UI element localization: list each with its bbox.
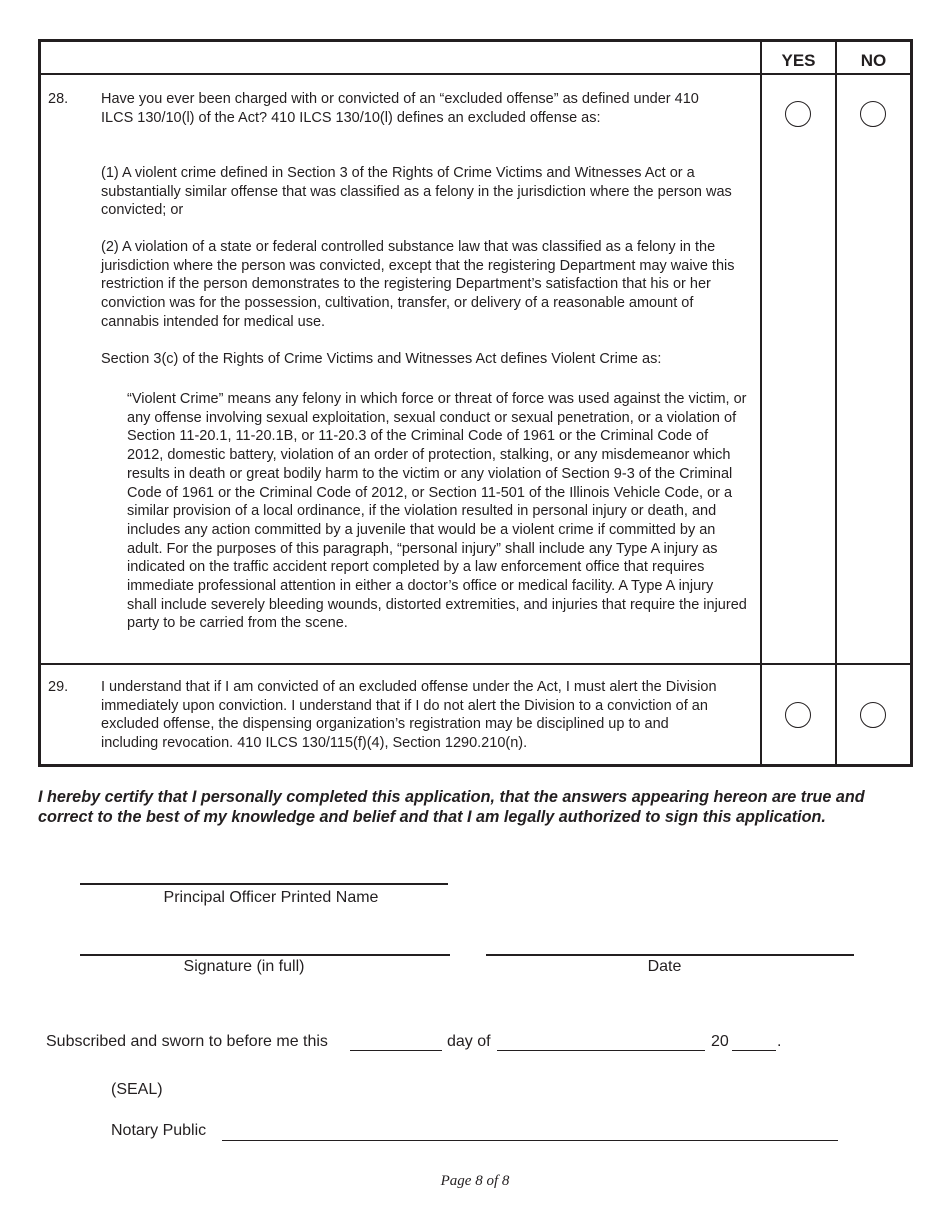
question-28-section-note: Section 3(c) of the Rights of Crime Victims and Witnesses Act defines Violent Crime as:	[101, 351, 662, 367]
day-blank[interactable]	[350, 1050, 442, 1051]
question-29-yes-radio[interactable]	[785, 702, 811, 728]
yes-column-header: YES	[781, 51, 816, 70]
no-column-divider	[835, 42, 837, 764]
no-column-header: NO	[860, 51, 887, 70]
question-28-yes-radio[interactable]	[785, 101, 811, 127]
date-label: Date	[647, 958, 682, 975]
question-29-text: I understand that if I am convicted of an excluded offense under the Act, I must alert the Division immediately upon conviction. I understand that if I do not alert the Division to a conviction of an excluded offense, the dispensing organization’s registration may be disciplined up to and including revocation. 410 ILCS 130/115(f)(4), Section 1290.210(n).	[101, 679, 717, 752]
question-29-no-radio[interactable]	[860, 702, 886, 728]
printed-name-label: Principal Officer Printed Name	[163, 889, 379, 906]
page-number: Page 8 of 8	[440, 1173, 510, 1189]
sentence-period: .	[777, 1033, 782, 1050]
month-blank[interactable]	[497, 1050, 705, 1051]
signature-line[interactable]	[80, 954, 450, 956]
questions-table	[38, 39, 913, 767]
printed-name-line[interactable]	[80, 883, 448, 885]
seal-label: (SEAL)	[111, 1081, 163, 1098]
year-prefix: 20	[711, 1033, 729, 1050]
question-29-number: 29.	[48, 679, 69, 695]
question-28-intro: Have you ever been charged with or convicted of an “excluded offense” as defined under 410 ILCS 130/10(l) of the Act? 410 ILCS 130/10(l) defines an excluded offense as:	[101, 91, 699, 126]
question-28-no-radio[interactable]	[860, 101, 886, 127]
notary-public-label: Notary Public	[111, 1122, 207, 1139]
signature-label: Signature (in full)	[183, 958, 305, 975]
violent-crime-definition: “Violent Crime” means any felony in which force or threat of force was used against the victim, or any offense involving sexual exploitation, sexual conduct or sexual penetration, or a violation of Section 11-20.1, 11-20.1B, or 11-20.3 of the Criminal Code of 1961 or the Criminal Code of 2012, domestic battery, violation of an order of protection, stalking, or any misdemeanor which results in death or great bodily harm to the victim or any violation of Section 9-3 of the Criminal Code of 1961 or the Criminal Code of 2012, or Section 11-501 of the Illinois Vehicle Code, or a similar provision of a local ordinance, if the violation resulted in personal injury or death, and includes any action committed by a juvenile that would be a violent crime if committed by an adult. For the purposes of this paragraph, “personal injury” shall include any Type A injury as indicated on the traffic accident report completed by a law enforcement office that requires immediate professional attention in either a doctor’s office or medical facility. A Type A injury shall include severely bleeding wounds, distorted extremities, and injuries that require the injured party to be carried from the scene.	[127, 391, 747, 632]
row-divider	[41, 663, 910, 665]
question-28-item-2: (2) A violation of a state or federal controlled substance law that was classified as a felony in the jurisdiction where the person was convicted, except that the registering Department may waive this restriction if the person demonstrates to the registering Department’s satisfaction that his or her conviction was for the possession, cultivation, transfer, or delivery of a reasonable amount of cannabis intended for medical use.	[101, 239, 735, 330]
certification-statement: I hereby certify that I personally completed this application, that the answers appearing hereon are true and correct to the best of my knowledge and belief and that I am legally authorized to sign this application.	[38, 788, 865, 826]
subscribed-label: Subscribed and sworn to before me this	[46, 1033, 328, 1050]
day-of-label: day of	[447, 1033, 491, 1050]
yes-column-divider	[760, 42, 762, 764]
date-line[interactable]	[486, 954, 854, 956]
header-divider	[41, 73, 910, 75]
question-28-item-1: (1) A violent crime defined in Section 3 of the Rights of Crime Victims and Witnesses Act or a substantially similar offense that was classified as a felony in the jurisdiction where the person was convicted; or	[101, 165, 732, 219]
question-28-number: 28.	[48, 91, 69, 107]
year-blank[interactable]	[732, 1050, 776, 1051]
notary-signature-line[interactable]	[222, 1140, 838, 1141]
